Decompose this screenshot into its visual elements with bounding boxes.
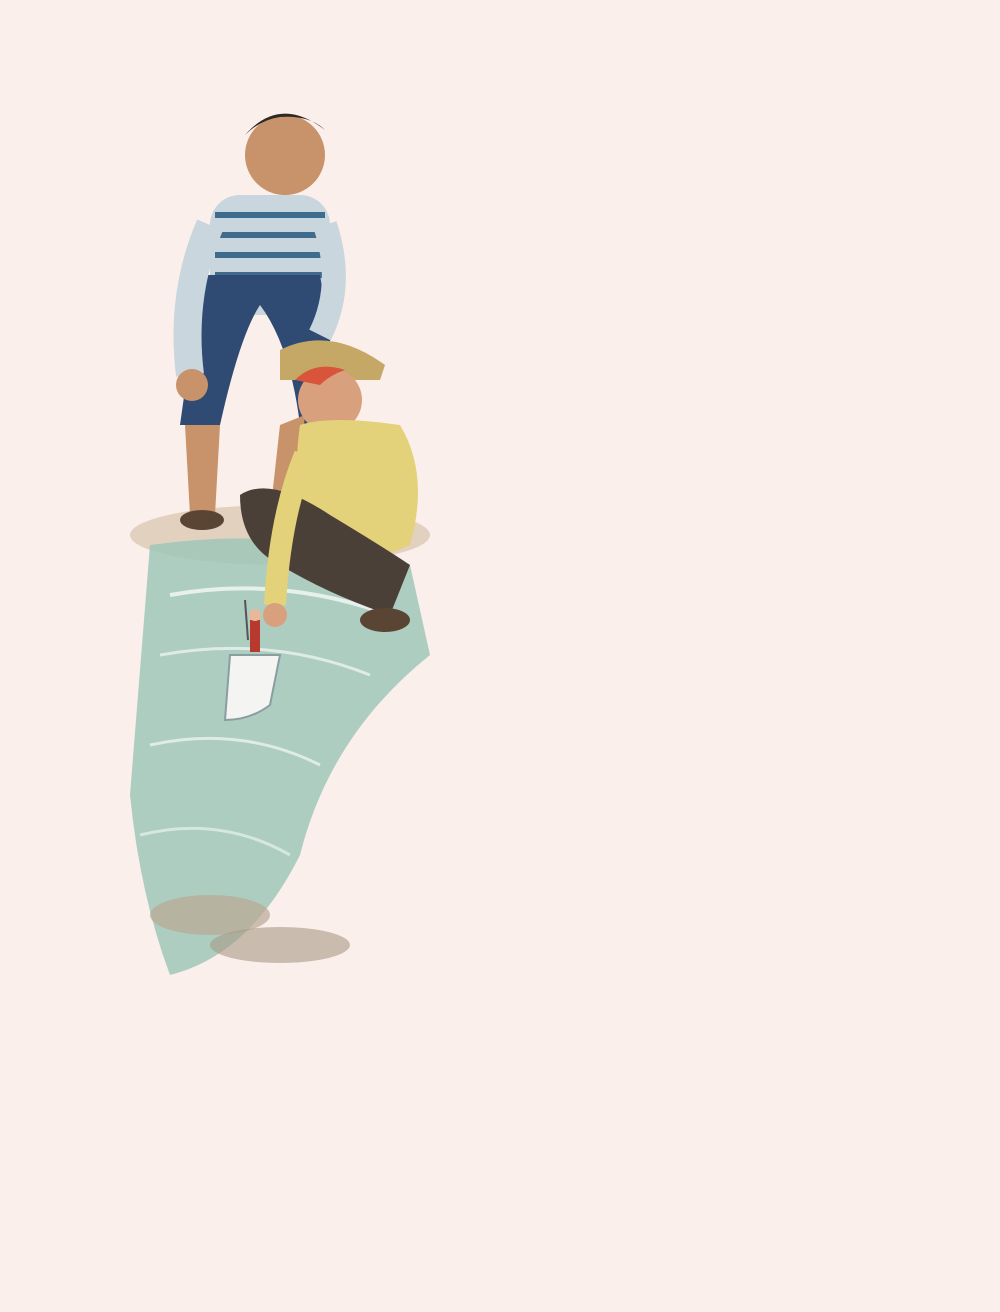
illustration-boys-with-paper-boat (130, 95, 450, 995)
